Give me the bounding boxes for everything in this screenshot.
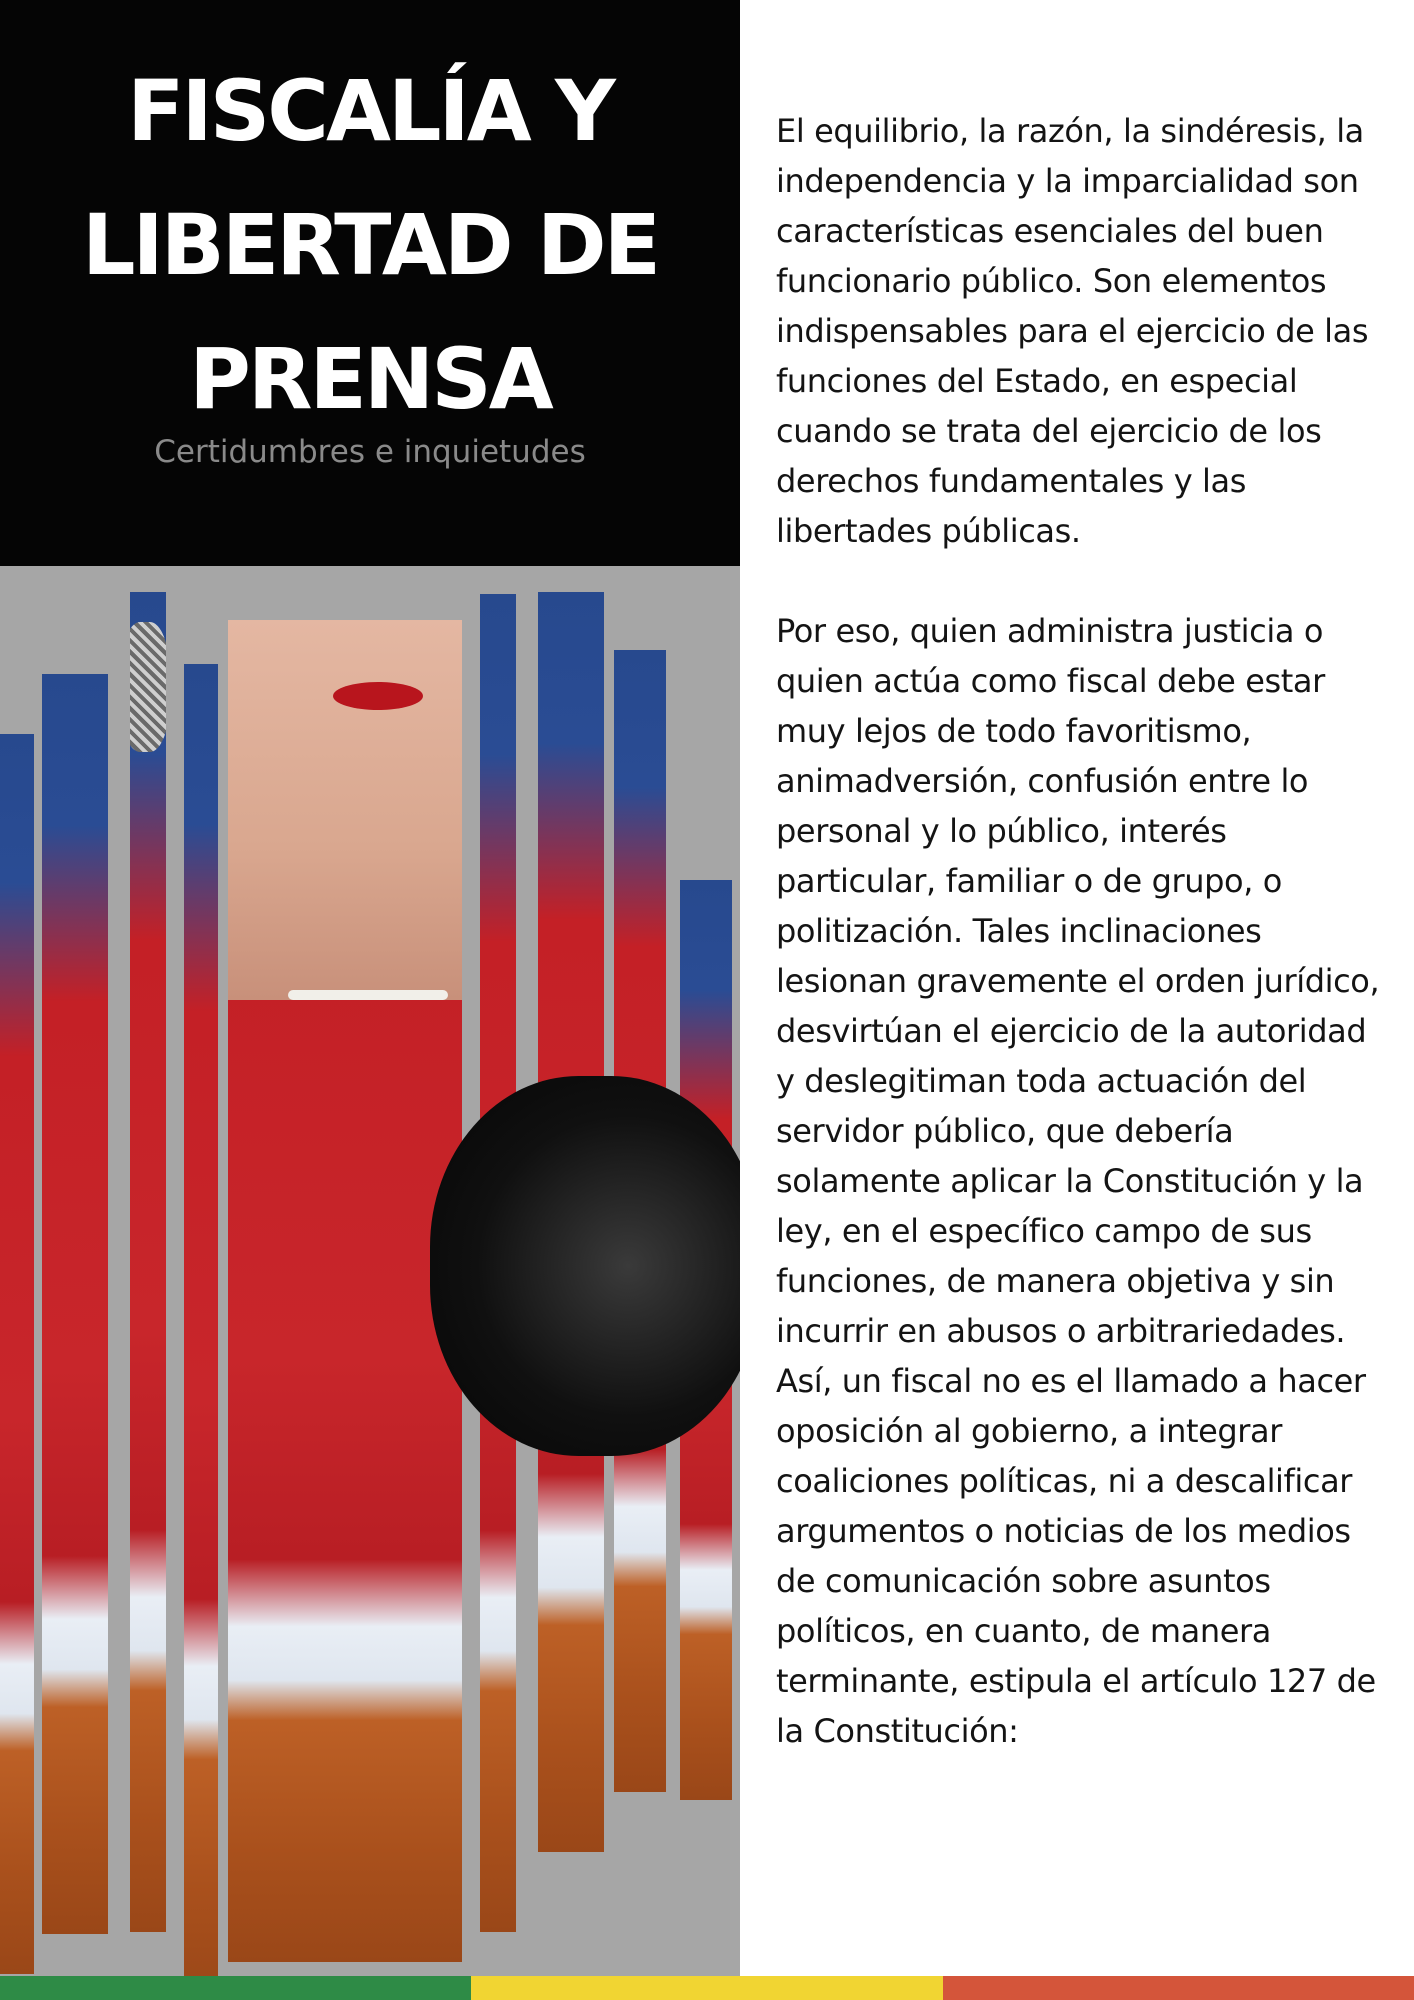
portrait-lips [333, 682, 423, 710]
page-subtitle: Certidumbres e inquietudes [154, 434, 586, 470]
microphone-icon [130, 622, 166, 752]
photo-strip [184, 664, 218, 1976]
title-line-1: FISCALÍA Y [127, 62, 613, 160]
footer-stripe-red [943, 1976, 1414, 2000]
photo-strip [130, 592, 166, 1932]
page-title [0, 0, 740, 446]
paragraph-spacer [776, 556, 1386, 606]
article-body [776, 106, 1386, 1756]
photo-strip [42, 674, 108, 1934]
portrait-necklace [288, 990, 448, 1000]
article-paragraph-1: El equilibrio, la razón, la sindéresis, la independencia y la imparcialidad son características esenciales del buen funcionario público. Son elementos indispensables para el ejercicio de las funciones del Estado, en especial cuando se trata del ejercicio de los derechos fundamentales y las libertades públicas. [776, 112, 1369, 550]
portrait-face [228, 620, 462, 1000]
footer-stripe-yellow [471, 1976, 942, 2000]
press-conference-photo [0, 566, 740, 1976]
title-line-3: PRENSA [189, 330, 551, 428]
photo-strip [0, 734, 34, 1974]
footer-stripe-green [0, 1976, 471, 2000]
footer-color-bar [0, 1976, 1414, 2000]
camera-lens-icon [430, 1076, 740, 1456]
article-paragraph-2: Por eso, quien administra justicia o quien actúa como fiscal debe estar muy lejos de todo favoritismo, animadversión, confusión entre lo personal y lo público, interés particular, familiar o de grupo, o politización. Tales inclinaciones lesionan gravemente el orden jurídico, desvirtúan el ejercicio de la autoridad y deslegitiman toda actuación del servidor público, que debería solamente aplicar la Constitución y la ley, en el específico campo de sus funciones, de manera objetiva y sin incurrir en abusos o arbitrariedades. [776, 612, 1380, 1350]
article-paragraph-3: Así, un fiscal no es el llamado a hacer oposición al gobierno, a integrar coaliciones políticas, ni a descalificar argumentos o noticias de los medios de comunicación sobre asuntos políticos, en cuanto, de manera terminante, estipula el artículo 127 de la Constitución: [776, 1362, 1376, 1750]
photo-strip [228, 620, 462, 1962]
title-block [0, 0, 740, 566]
title-line-2: LIBERTAD DE [82, 196, 658, 294]
